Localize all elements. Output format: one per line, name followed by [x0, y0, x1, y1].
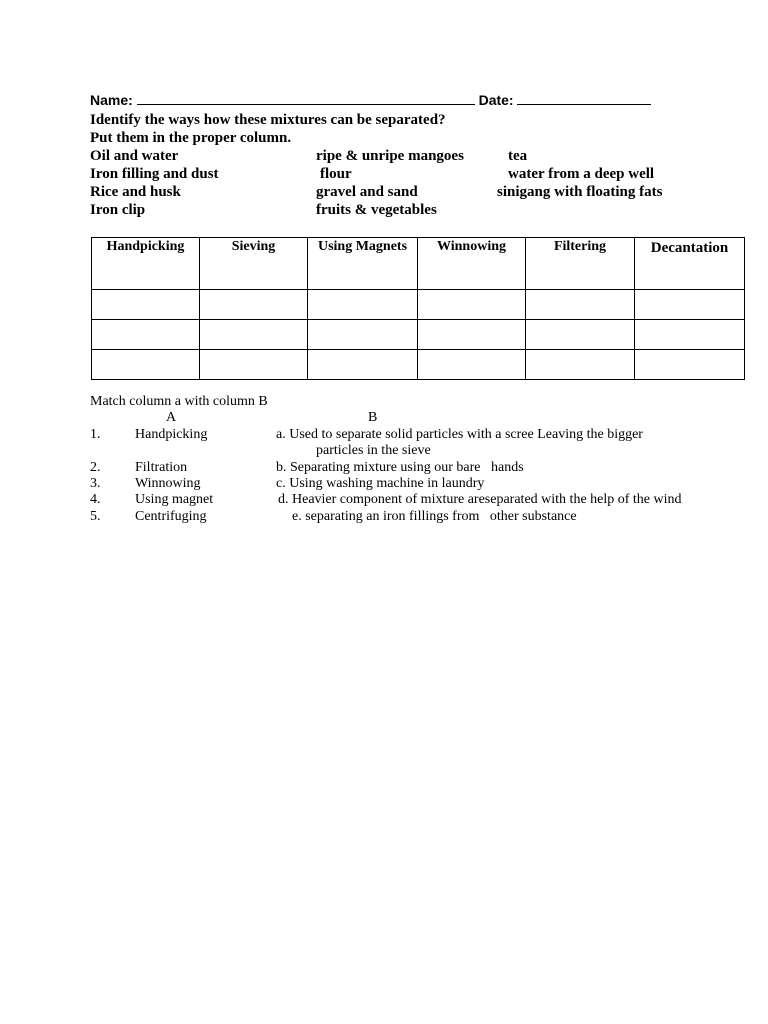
table-cell[interactable]	[92, 350, 200, 380]
column-a-label: A	[166, 410, 177, 425]
column-b-definition: b. Separating mixture using our bare hands	[276, 460, 524, 475]
column-header-using-magnets: Using Magnets	[308, 238, 418, 290]
matching-title: Match column a with column B	[90, 394, 268, 409]
table-cell[interactable]	[526, 320, 635, 350]
table-row	[92, 290, 745, 320]
mixture-item: sinigang with floating fats	[497, 184, 663, 200]
item-number: 5.	[90, 509, 101, 524]
mixture-item: Rice and husk	[90, 184, 181, 200]
column-a-term: Using magnet	[135, 492, 214, 507]
table-cell[interactable]	[635, 320, 745, 350]
name-blank[interactable]	[137, 92, 475, 105]
table-cell[interactable]	[92, 290, 200, 320]
table-cell[interactable]	[92, 320, 200, 350]
table-row	[92, 320, 745, 350]
column-header-winnowing: Winnowing	[418, 238, 526, 290]
date-label: Date:	[478, 92, 514, 108]
table-cell[interactable]	[635, 350, 745, 380]
mixture-item: tea	[508, 148, 528, 164]
column-header-decantation: Decantation	[635, 238, 745, 290]
mixture-item: flour	[320, 166, 352, 182]
table-cell[interactable]	[418, 320, 526, 350]
name-label: Name:	[90, 92, 133, 108]
column-a-term: Centrifuging	[135, 509, 207, 524]
column-header-sieving: Sieving	[200, 238, 308, 290]
column-b-definition: e. separating an iron fillings from other substance	[292, 509, 577, 524]
table-cell[interactable]	[308, 290, 418, 320]
column-b-definition: d. Heavier component of mixture areseparated with the help of the wind	[278, 492, 682, 507]
table-cell[interactable]	[635, 290, 745, 320]
column-a-term: Winnowing	[135, 476, 201, 491]
table-cell[interactable]	[526, 350, 635, 380]
date-blank[interactable]	[517, 92, 651, 105]
table-cell[interactable]	[200, 290, 308, 320]
column-b-definition: a. Used to separate solid particles with a scree Leaving the bigger	[276, 427, 643, 442]
separation-methods-table	[91, 237, 745, 380]
item-number: 4.	[90, 492, 101, 507]
table-cell[interactable]	[526, 290, 635, 320]
mixture-item: ripe & unripe mangoes	[316, 148, 464, 164]
column-header-filtering: Filtering	[526, 238, 635, 290]
item-number: 1.	[90, 427, 101, 442]
table-cell[interactable]	[418, 350, 526, 380]
mixture-item: Iron clip	[90, 202, 146, 218]
name-date-header	[90, 92, 651, 108]
table-cell[interactable]	[200, 320, 308, 350]
column-a-term: Filtration	[135, 460, 188, 475]
table-cell[interactable]	[418, 290, 526, 320]
column-b-definition-continued: particles in the sieve	[316, 443, 431, 458]
mixture-item: water from a deep well	[508, 166, 655, 182]
column-header-handpicking: Handpicking	[92, 238, 200, 290]
item-number: 2.	[90, 460, 101, 475]
mixture-item: gravel and sand	[316, 184, 418, 200]
column-a-term: Handpicking	[135, 427, 208, 442]
instruction-line-1: Identify the ways how these mixtures can be separated?	[90, 112, 446, 128]
table-row	[92, 350, 745, 380]
table-cell[interactable]	[308, 350, 418, 380]
mixture-item: Oil and water	[90, 148, 179, 164]
table-header-row	[92, 238, 745, 290]
mixture-item: Iron filling and dust	[90, 166, 219, 182]
item-number: 3.	[90, 476, 101, 491]
table-cell[interactable]	[308, 320, 418, 350]
column-b-definition: c. Using washing machine in laundry	[276, 476, 485, 491]
mixture-item: fruits & vegetables	[316, 202, 437, 218]
table-cell[interactable]	[200, 350, 308, 380]
instruction-line-2: Put them in the proper column.	[90, 130, 292, 146]
column-b-label: B	[368, 410, 378, 425]
